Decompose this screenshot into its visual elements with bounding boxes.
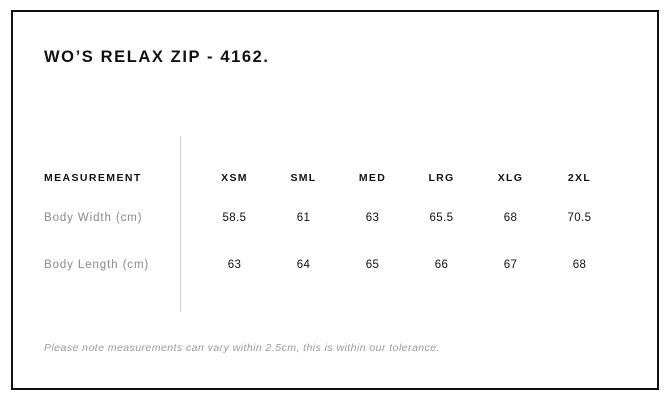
column-header-med: MED — [358, 172, 387, 184]
column-header-2xl: 2XL — [567, 172, 592, 184]
cell-body-length-xlg: 67 — [503, 258, 518, 271]
cell-body-length-2xl: 68 — [572, 258, 587, 271]
column-header-sml: SML — [290, 172, 317, 184]
cell-body-width-lrg: 65.5 — [429, 211, 454, 224]
row-label-body-width: Body Width (cm) — [44, 211, 143, 224]
size-table — [44, 162, 614, 288]
cell-body-width-sml: 61 — [296, 211, 311, 224]
column-header-xsm: XSM — [221, 172, 248, 184]
column-header-lrg: LRG — [428, 172, 455, 184]
cell-body-length-med: 65 — [365, 258, 380, 271]
column-header-xlg: XLG — [497, 172, 524, 184]
cell-body-length-xsm: 63 — [227, 258, 242, 271]
cell-body-width-xlg: 68 — [503, 211, 518, 224]
cell-body-length-lrg: 66 — [434, 258, 449, 271]
table-row — [44, 194, 614, 241]
table-header-row — [44, 162, 614, 194]
cell-body-width-xsm: 58.5 — [222, 211, 247, 224]
page-title: WO’S RELAX ZIP - 4162. — [44, 48, 270, 66]
cell-body-width-med: 63 — [365, 211, 380, 224]
cell-body-length-sml: 64 — [296, 258, 311, 271]
column-header-measurement: MEASUREMENT — [44, 172, 142, 184]
tolerance-note: Please note measurements can vary within 2.5cm, this is within our tolerance. — [44, 342, 440, 354]
cell-body-width-2xl: 70.5 — [567, 211, 592, 224]
table-row — [44, 241, 614, 288]
row-label-body-length: Body Length (cm) — [44, 258, 150, 271]
